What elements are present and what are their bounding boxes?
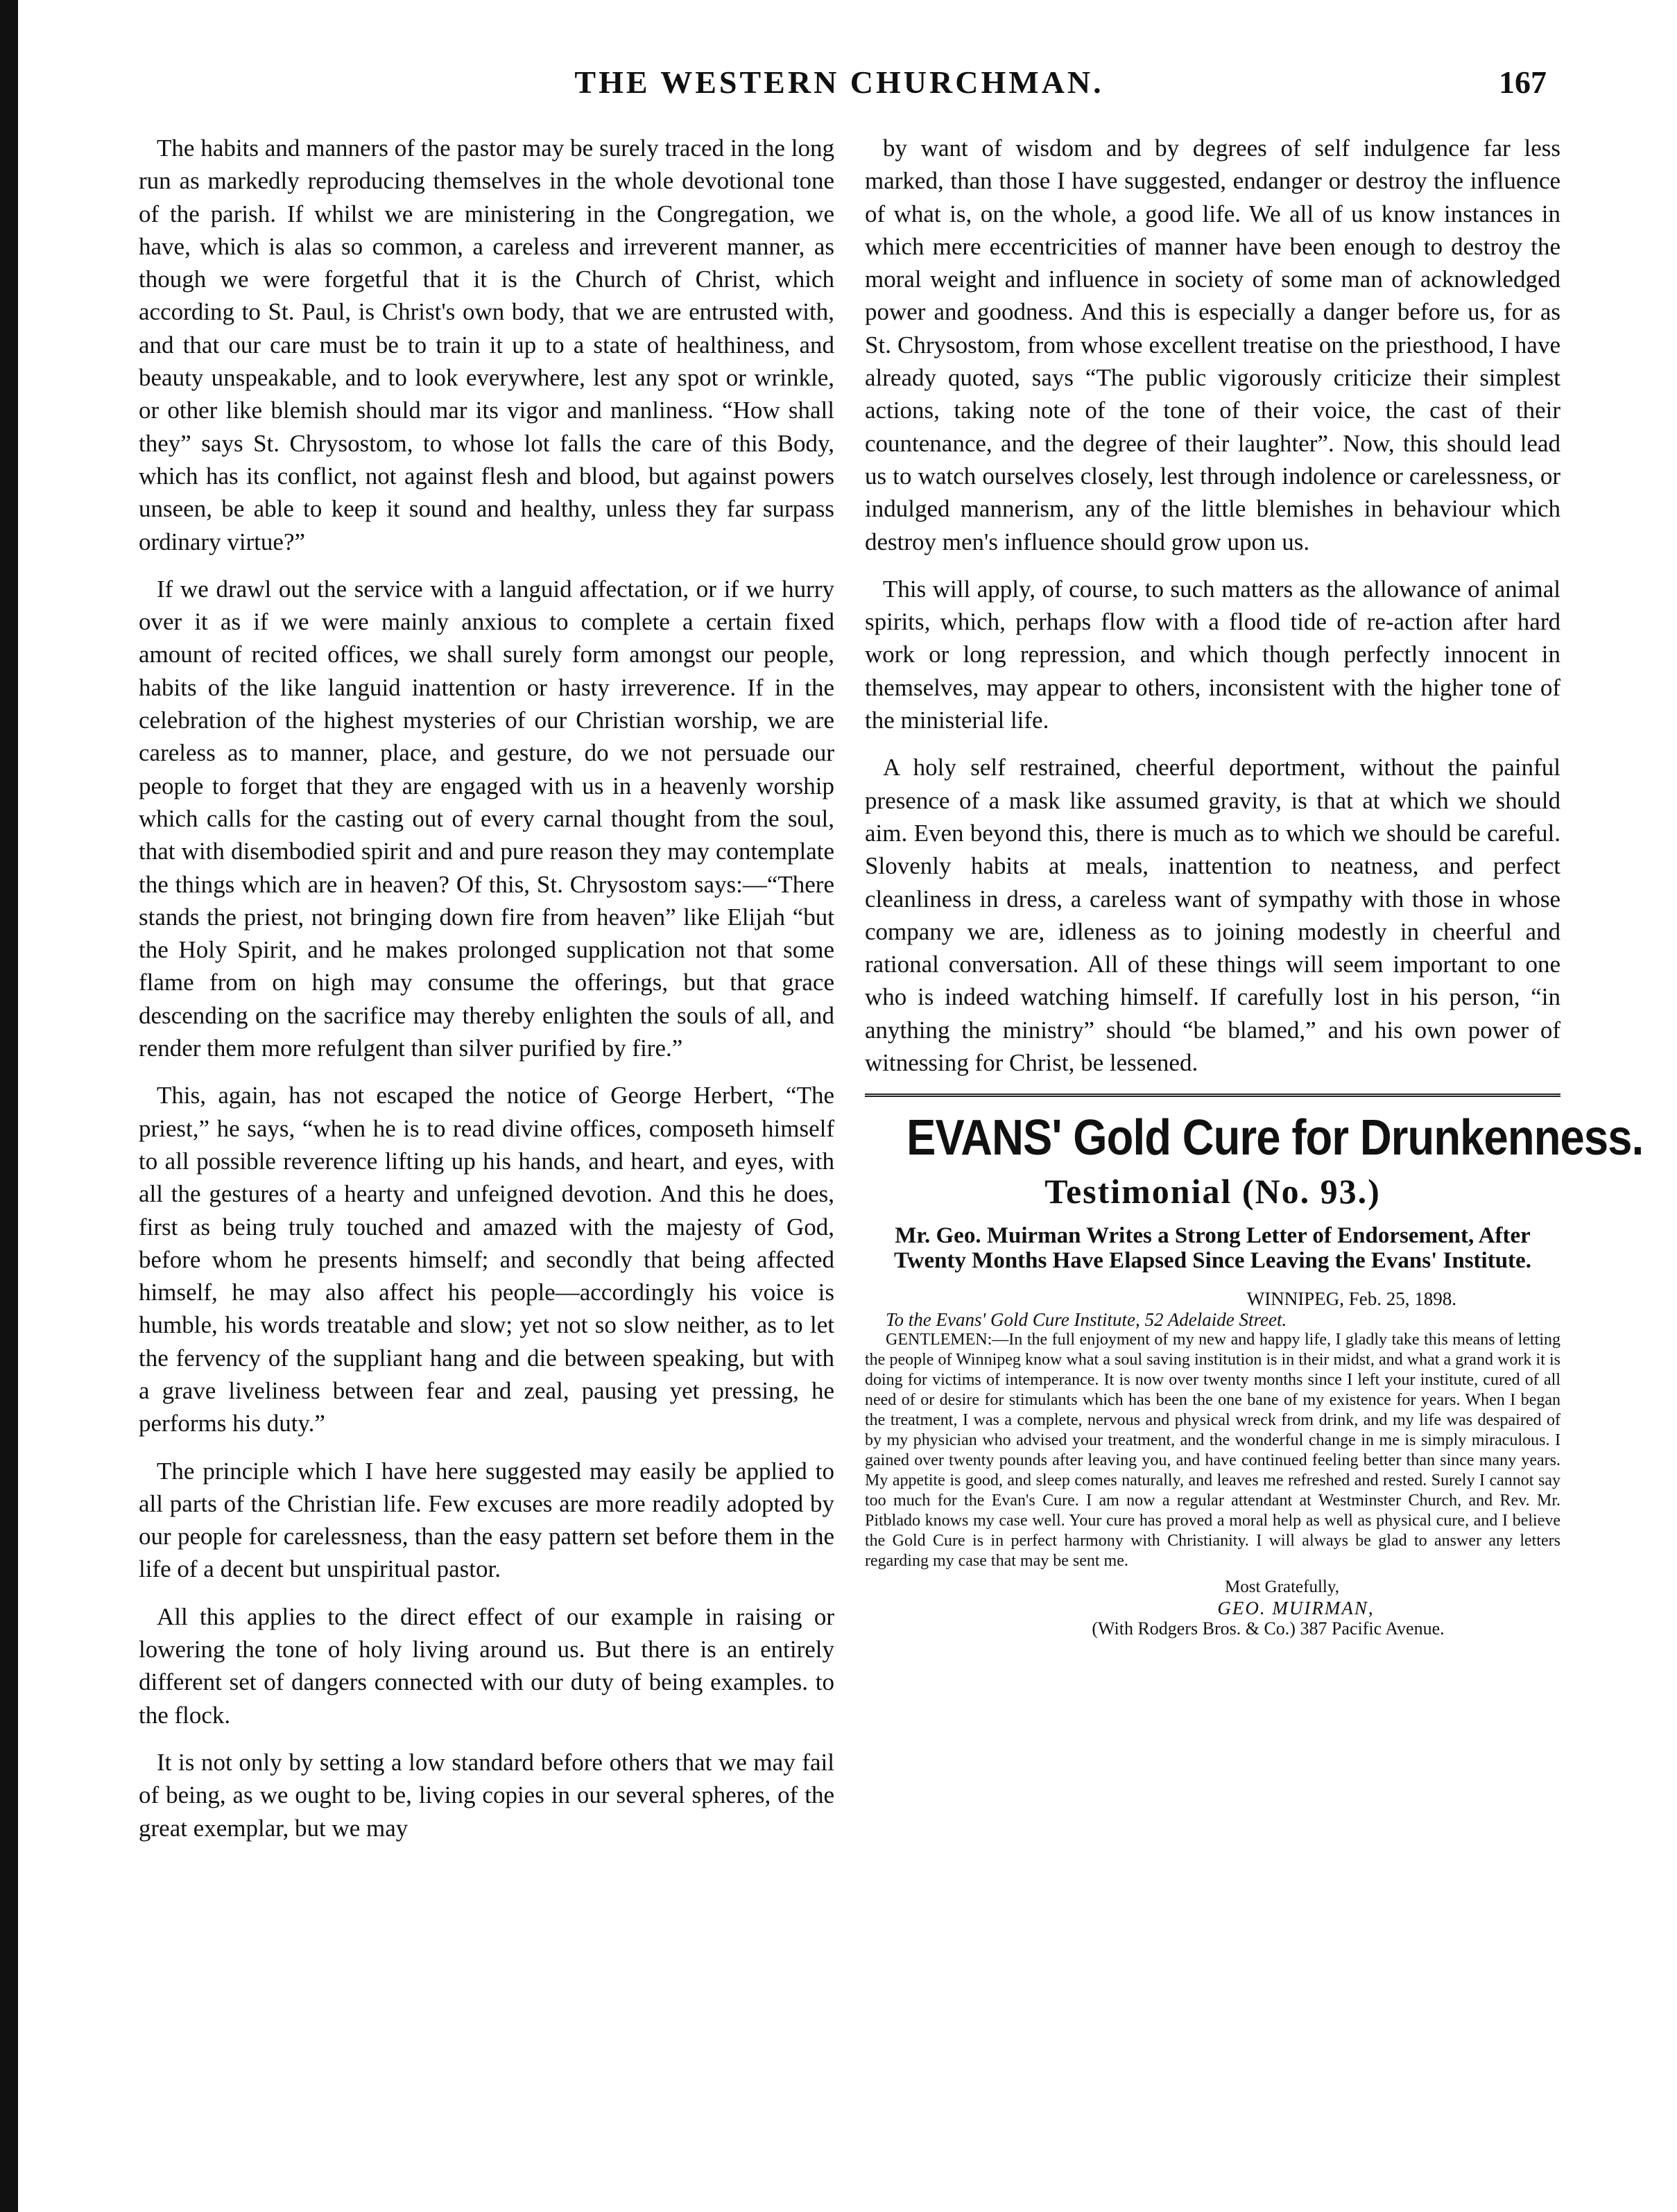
ad-title: EVANS' Gold Cure for Drunkenness. [906,1110,1644,1166]
article-paragraph: It is not only by setting a low standard before others that we may fail of being, as we ought to be, living copies in our several spheres, of the great exemplar, but we may [139,1748,834,1842]
article-paragraph: If we drawl out the service with a languid affectation, or if we hurry over it as if we were mainly anxious to complete a certain fixed amount of recited offices, we shall surely form amongst our people, habits of the like languid inattention or hasty irreverence. If in the celebration of the highest mysteries of our Christian worship, we are careless as to manner, place, and gesture, do we not persuade our people to forget that they are engaged with us in a heavenly worship which calls for the casting out of every carnal thought from the soul, that with disembodied spirit and and pure reason they may contemplate the things which are in heaven? Of this, St. Chrysostom says:—“There stands the priest, not bringing down fire from heaven” like Elijah “but the Holy Spirit, and he makes prolonged supplication not that some flame from on high may consume the offerings, but that grace descending on the sacrifice may thereby enlighten the souls of all, and render them more refulgent than silver purified by fire.” [139,575,834,1062]
left-column [139,132,834,1859]
page-header [132,64,1547,112]
ad-employer: (With Rodgers Bros. & Co.) 387 Pacific Avenue. [1092,1618,1445,1639]
masthead-title: THE WESTERN CHURCHMAN. [574,64,1104,100]
advertisement [865,1109,1644,1639]
ad-address: To the Evans' Gold Cure Institute, 52 Adelaide Street. [886,1309,1287,1331]
ad-headline: Mr. Geo. Muirman Writes a Strong Letter of Endorsement, After Twenty Months Have Elapsed Since Leaving the Evans' Institute. [894,1223,1531,1274]
ad-letter: GENTLEMEN:—In the full enjoyment of my new and happy life, I gladly take this means of letting the people of Winnipeg know what a soul saving institution is in their midst, and what a grand work it is doing for victims of intemperance. It is now over twenty months since I left your institute, cured of all need of or desire for stimulants which has been the one bane of my existence for years. When I began the treatment, I was a complete, nervous and physical wreck from drink, and my life was despaired of by my physician who advised your treatment, and the wonderful change in me is simply miraculous. I gained over twenty pounds after leaving you, and have continued feeling better than since many years. My appetite is good, and sleep comes naturally, and leaves me refreshed and rested. Surely I cannot say too much for the Evan's Cure. I am now a regular attendant at Westminster Church, and Rev. Mr. Pitblado knows my case well. Your cure has proved a moral help as well as physical cure, and I believe the Gold Cure is in perfect harmony with Christianity. I will always be glad to answer any letters regarding my case that may be sent me. [865,1331,1560,1571]
article-paragraph: This will apply, of course, to such matters as the allowance of animal spirits, which, perhaps flow with a flood tide of re-action after hard work or long repression, and which though perfectly innocent in themselves, may appear to others, inconsistent with the higher tone of the ministerial life. [865,575,1560,734]
ad-subtitle: Testimonial (No. 93.) [1044,1172,1381,1211]
ad-dateline: WINNIPEG, Feb. 25, 1898. [1246,1288,1456,1310]
article-paragraph: All this applies to the direct effect of our example in raising or lowering the tone of holy living around us. But there is an entirely different set of dangers connected with our duty of being examples. to the flock. [139,1602,834,1729]
ad-closing: Most Gratefully, [1224,1578,1339,1597]
advertisement-divider [865,1094,1560,1097]
article-paragraph: A holy self restrained, cheerful deportment, without the painful presence of a mask like assumed gravity, is that at which we should aim. Even beyond this, there is much as to which we should be careful. Slovenly habits at meals, inattention to neatness, and perfect cleanliness in dress, a careless want of sympathy with those in whose company we are, idleness as to joining modestly in cheerful and rational conversation. All of these things will seem important to one who is indeed watching himself. If carefully lost in his person, “in anything the ministry” should “be blamed,” and his own power of witnessing for Christ, be lessened. [865,754,1560,1077]
article-paragraph: The habits and manners of the pastor may be surely traced in the long run as markedly reproducing themselves in the whole devotional tone of the parish. If whilst we are ministering in the Congregation, we have, which is alas so common, a careless and irreverent manner, as though we were forgetful that it is the Church of Christ, which according to St. Paul, is Christ's own body, that we are entrusted with, and that our care must be to train it up to a state of healthiness, and beauty unspeakable, and to look everywhere, lest any spot or wrinkle, or other like blemish should mar its vigor and manliness. “How shall they” says St. Chrysostom, to whose lot falls the care of this Body, which has its conflict, not against flesh and blood, but against powers unseen, be able to keep it sound and healthy, unless they far surpass ordinary virtue?” [139,135,834,555]
right-column [865,132,1644,1639]
article-paragraph: by want of wisdom and by degrees of self indulgence far less marked, than those I have suggested, endanger or destroy the influence of what is, on the whole, a good life. We all of us know instances in which mere eccentricities of manner have been enough to destroy the moral weight and influence in society of some man of acknowledged power and goodness. And this is especially a danger before us, for as St. Chrysostom, from whose excellent treatise on the priesthood, I have already quoted, says “The public vigorously criticize their simplest actions, taking note of the tone of their voice, the cast of their countenance, and the degree of their laughter”. Now, this should lead us to watch ourselves closely, lest through indolence or carelessness, or indulged mannerism, any of the little blemishes in behaviour which destroy men's influence should grow upon us. [865,135,1560,555]
article-paragraph: The principle which I have here suggested may easily be applied to all parts of the Christian life. Few excuses are more readily adopted by our people for carelessness, than the easy pattern set before them in the life of a decent but unspiritual pastor. [139,1457,834,1583]
article-paragraph: This, again, has not escaped the notice of George Herbert, “The priest,” he says, “when he is to read divine offices, composeth himself to all possible reverence lifting up his hands, and heart, and eyes, with all the gestures of a hearty and unfeigned devotion. And this he does, first as being truly touched and amazed with the majesty of God, before whom he presents himself; and secondly that being affected himself, he may also affect his people—accordingly his voice is humble, his words treatable and slow; yet not so slow neither, as to let the fervency of the suppliant hang and die between speaking, but with a grave liveliness between fear and zeal, pausing yet pressing, he performs his duty.” [139,1082,834,1437]
page-number: 167 [1499,64,1547,100]
scan-binding-edge [0,0,18,2212]
ad-signature: GEO. MUIRMAN, [1217,1598,1375,1619]
